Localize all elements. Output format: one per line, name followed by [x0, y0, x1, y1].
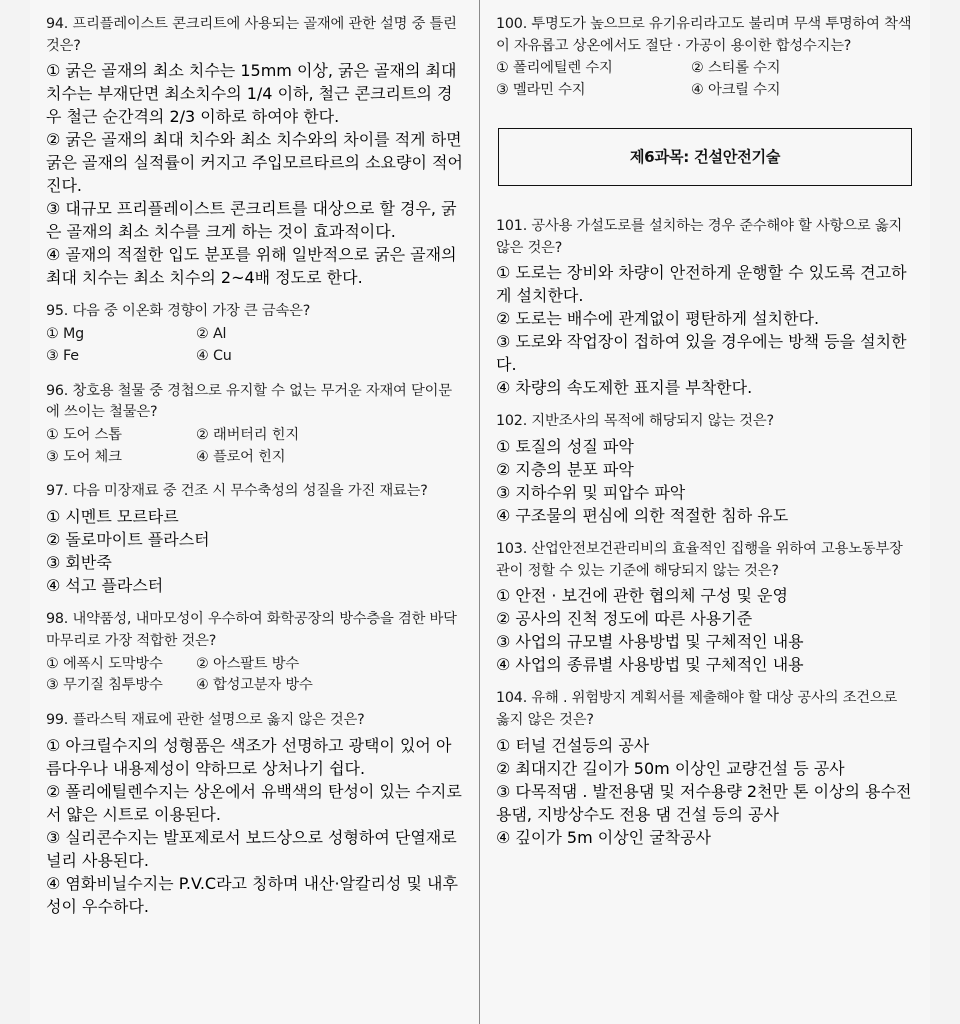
question-text: 99. 플라스틱 재료에 관한 설명으로 옳지 않은 것은? — [46, 712, 365, 729]
choice-option[interactable]: ④ 합성고분자 방수 — [196, 677, 313, 694]
choice-list — [496, 583, 914, 675]
choice-option[interactable]: ③ 도어 체크 — [46, 448, 122, 465]
choice-list — [46, 504, 463, 596]
question-block — [496, 539, 914, 675]
choice-option[interactable]: ④ 깊이가 5m 이상인 굴착공사 — [496, 827, 712, 847]
question-text: 104. 유해 . 위험방지 계획서를 제출해야 할 대상 공사의 조건으로 옳지 않은 것은? — [496, 690, 898, 729]
choice-list — [496, 434, 914, 526]
question-block — [46, 481, 463, 596]
subject-header-box: 제6과목: 건설안전기술 — [498, 128, 912, 186]
choice-option[interactable]: ① 시멘트 모르타르 — [46, 507, 179, 527]
choice-option[interactable]: ① 터널 건설등의 공사 — [496, 735, 650, 755]
choice-row — [496, 58, 914, 80]
question-text: 98. 내약품성, 내마모성이 우수하여 화학공장의 방수층을 겸한 바닥 마무리로 가장 적합한 것은? — [46, 611, 457, 649]
choice-list — [496, 260, 914, 398]
choice-row — [496, 80, 914, 102]
choice-option[interactable]: ③ 멜라민 수지 — [496, 82, 586, 99]
choice-option[interactable]: ② 폴리에틸렌수지는 상온에서 유백색의 탄성이 있는 수지로서 얇은 시트로 이용된다. — [46, 781, 462, 824]
choice-option[interactable]: ④ 차량의 속도제한 표지를 부착한다. — [496, 378, 753, 398]
choice-option[interactable]: ② 지층의 분포 파악 — [496, 460, 634, 480]
question-text: 95. 다음 중 이온화 경향이 가장 큰 금속은? — [46, 303, 311, 320]
choice-list — [46, 425, 463, 468]
question-text: 100. 투명도가 높으므로 유기유리라고도 불리며 무색 투명하여 착색이 자유롭고 상온에서도 절단 · 가공이 용이한 합성수지는? — [496, 16, 912, 54]
choice-option[interactable]: ③ 실리콘수지는 발포제로서 보드상으로 성형하여 단열재로 널리 사용된다. — [46, 827, 457, 870]
question-block — [46, 609, 463, 697]
question-block — [496, 14, 914, 102]
choice-list — [496, 733, 914, 848]
choice-list — [46, 654, 463, 697]
choice-option[interactable]: ② 스티롤 수지 — [691, 60, 781, 77]
question-text: 103. 산업안전보건관리비의 효율적인 집행을 위하여 고용노동부장관이 정할 수 있는 기준에 해당되지 않는 것은? — [496, 541, 903, 579]
choice-row — [46, 324, 463, 346]
two-column-layout — [30, 0, 930, 1024]
question-block — [496, 411, 914, 526]
choice-list — [46, 733, 463, 917]
question-text: 97. 다음 미장재료 중 건조 시 무수축성의 성질을 가진 재료는? — [46, 483, 428, 500]
choice-option[interactable]: ④ 골재의 적절한 입도 분포를 위해 일반적으로 굵은 골재의 최대 치수는 최소 치수의 2~4배 정도로 한다. — [46, 245, 457, 288]
question-block — [46, 14, 463, 288]
choice-option[interactable]: ② 아스팔트 방수 — [196, 655, 299, 672]
question-text: 101. 공사용 가설도로를 설치하는 경우 준수해야 할 사항으로 옳지 않은 것은? — [496, 217, 903, 256]
choice-option[interactable]: ③ 도로와 작업장이 접하여 있을 경우에는 방책 등을 설치한다. — [496, 332, 907, 375]
choice-option[interactable]: ③ 회반죽 — [46, 553, 112, 573]
question-block — [46, 301, 463, 367]
question-block — [46, 381, 463, 469]
choice-row — [46, 346, 463, 368]
question-text: 96. 창호용 철물 중 경첩으로 유지할 수 없는 무거운 자재여 닫이문에 쓰이는 철물은? — [46, 382, 452, 421]
question-text: 102. 지반조사의 목적에 해당되지 않는 것은? — [496, 413, 774, 430]
question-block — [46, 710, 463, 917]
choice-option[interactable]: ② 도로는 배수에 관계없이 평탄하게 설치한다. — [496, 309, 820, 329]
choice-option[interactable]: ④ 아크릴 수지 — [691, 82, 781, 99]
choice-option[interactable]: ① 굵은 골재의 최소 치수는 15mm 이상, 굵은 골재의 최대 치수는 부재단면 최소치수의 1/4 이하, 철근 콘크리트의 경우 철근 순간격의 2/3 이하로 하여야 한다. — [46, 61, 457, 127]
choice-option[interactable]: ④ 구조물의 편심에 의한 적절한 침하 유도 — [496, 506, 789, 526]
choice-option[interactable]: ① 폴리에틸렌 수지 — [496, 60, 613, 77]
choice-row — [46, 447, 463, 469]
choice-option[interactable]: ② Al — [196, 326, 227, 343]
choice-option[interactable]: ④ 플로어 힌지 — [196, 448, 286, 465]
choice-option[interactable]: ① 아크릴수지의 성형품은 색조가 선명하고 광택이 있어 아름다우나 내용제성이 약하므로 상처나기 쉽다. — [46, 735, 452, 778]
choice-option[interactable]: ③ 대규모 프리플레이스트 콘크리트를 대상으로 할 경우, 굵은 골재의 최소 치수를 크게 하는 것이 효과적이다. — [46, 199, 457, 242]
question-block — [496, 688, 914, 847]
choice-option[interactable]: ① 도로는 장비와 차량이 안전하게 운행할 수 있도록 견고하게 설치한다. — [496, 263, 907, 306]
choice-option[interactable]: ③ 지하수위 및 피압수 파악 — [496, 483, 686, 503]
choice-list — [46, 324, 463, 367]
choice-row — [46, 675, 463, 697]
choice-option[interactable]: ④ 염화비닐수지는 P.V.C라고 칭하며 내산·알칼리성 및 내후성이 우수하다. — [46, 873, 458, 916]
choice-option[interactable]: ④ 석고 플라스터 — [46, 576, 164, 596]
choice-option[interactable]: ① 안전 · 보건에 관한 협의체 구성 및 운영 — [496, 586, 788, 606]
choice-option[interactable]: ③ Fe — [46, 347, 79, 364]
left-column — [30, 0, 480, 1024]
choice-row — [46, 425, 463, 447]
choice-row — [46, 654, 463, 676]
choice-option[interactable]: ② 최대지간 길이가 50m 이상인 교량건설 등 공사 — [496, 758, 845, 778]
choice-option[interactable]: ④ 사업의 종류별 사용방법 및 구체적인 내용 — [496, 655, 804, 675]
choice-option[interactable]: ③ 사업의 규모별 사용방법 및 구체적인 내용 — [496, 632, 804, 652]
question-text: 94. 프리플레이스트 콘크리트에 사용되는 골재에 관한 설명 중 틀린 것은? — [46, 16, 457, 54]
choice-option[interactable]: ② 래버터리 힌지 — [196, 427, 299, 444]
choice-option[interactable]: ③ 무기질 침투방수 — [46, 677, 163, 694]
question-block — [496, 216, 914, 398]
choice-option[interactable]: ② 돌로마이트 플라스터 — [46, 530, 210, 550]
choice-option[interactable]: ① 토질의 성질 파악 — [496, 437, 634, 457]
choice-option[interactable]: ② 굵은 골재의 최대 치수와 최소 치수와의 차이를 적게 하면 굵은 골재의 실적률이 커지고 주입모르타르의 소요량이 적어진다. — [46, 130, 463, 196]
right-column — [480, 0, 930, 1024]
choice-list — [496, 58, 914, 101]
choice-option[interactable]: ① Mg — [46, 326, 84, 343]
choice-option[interactable]: ① 도어 스톱 — [46, 427, 122, 444]
choice-option[interactable]: ① 에폭시 도막방수 — [46, 655, 163, 672]
choice-option[interactable]: ② 공사의 진척 정도에 따른 사용기준 — [496, 609, 753, 629]
choice-list — [46, 58, 463, 288]
choice-option[interactable]: ③ 다목적댐 . 발전용댐 및 저수용량 2천만 톤 이상의 용수전용댐, 지방상수도 전용 댐 건설 등의 공사 — [496, 781, 912, 824]
choice-option[interactable]: ④ Cu — [196, 347, 232, 364]
